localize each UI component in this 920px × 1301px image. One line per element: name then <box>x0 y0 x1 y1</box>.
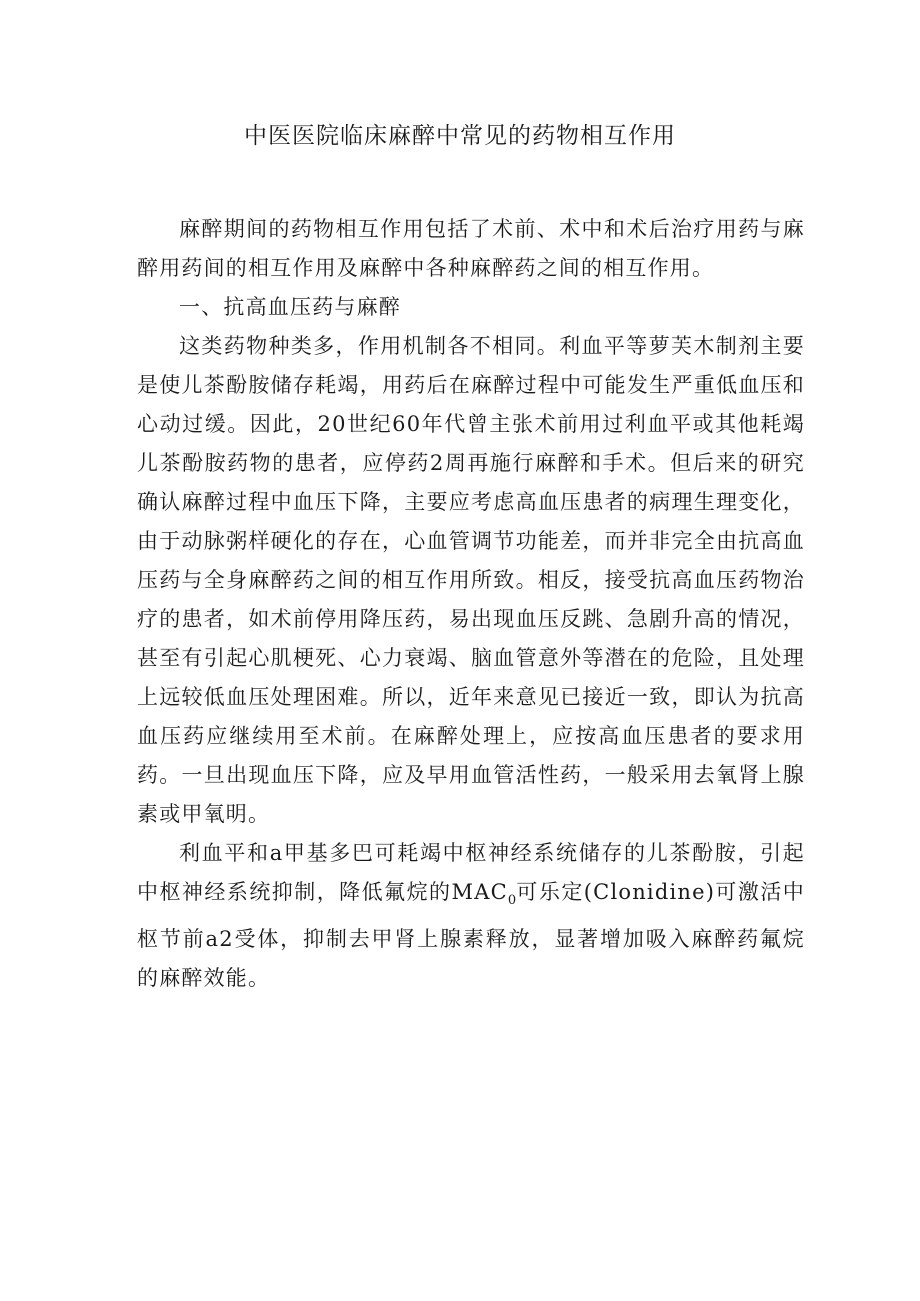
paragraph-antihypertensive: 这类药物种类多，作用机制各不相同。利血平等萝芙木制剂主要是使儿茶酚胺储存耗竭，用药后在麻醉过程中可能发生严重低血压和心动过缓。因此，20世纪60年代曾主张术前用过利血平或其他耗竭儿茶酚胺药物的患者，应停药2周再施行麻醉和手术。但后来的研究确认麻醉过程中血压下降，主要应考虑高血压患者的病理生理变化，由于动脉粥样硬化的存在，心血管调节功能差，而并非完全由抗高血压药与全身麻醉药之间的相互作用所致。相反，接受抗高血压药物治疗的患者，如术前停用降压药，易出现血压反跳、急剧升高的情况，甚至有引起心肌梗死、心力衰竭、脑血管意外等潜在的危险，且处理上远较低血压处理困难。所以，近年来意见已接近一致，即认为抗高血压药应继续用至术前。在麻醉处理上，应按高血压患者的要求用药。一旦出现血压下降，应及早用血管活性药，一般采用去氧肾上腺素或甲氧明。 <box>137 334 805 826</box>
paragraph-reserpine <box>137 834 805 998</box>
paragraph-reserpine-part-2: 可乐定(Clonidine)可激活中枢节前a2受体，抑制去甲肾上腺素释放，显著增加吸入麻醉药氟烷的麻醉效能。 <box>137 880 806 991</box>
page-title: 中医医院临床麻醉中常见的药物相互作用 <box>244 123 676 149</box>
paragraph-intro: 麻醉期间的药物相互作用包括了术前、术中和术后治疗用药与麻醉用药间的相互作用及麻醉中各种麻醉药之间的相互作用。 <box>137 217 805 280</box>
mac-subscript: 0 <box>507 893 517 909</box>
document-body <box>137 210 805 998</box>
section-heading: 一、抗高血压药与麻醉 <box>179 295 401 319</box>
paragraph-reserpine-part-1: 利血平和a甲基多巴可耗竭中枢神经系统储存的儿茶酚胺，引起中枢神经系统抑制，降低氟烷的MAC <box>137 841 805 904</box>
